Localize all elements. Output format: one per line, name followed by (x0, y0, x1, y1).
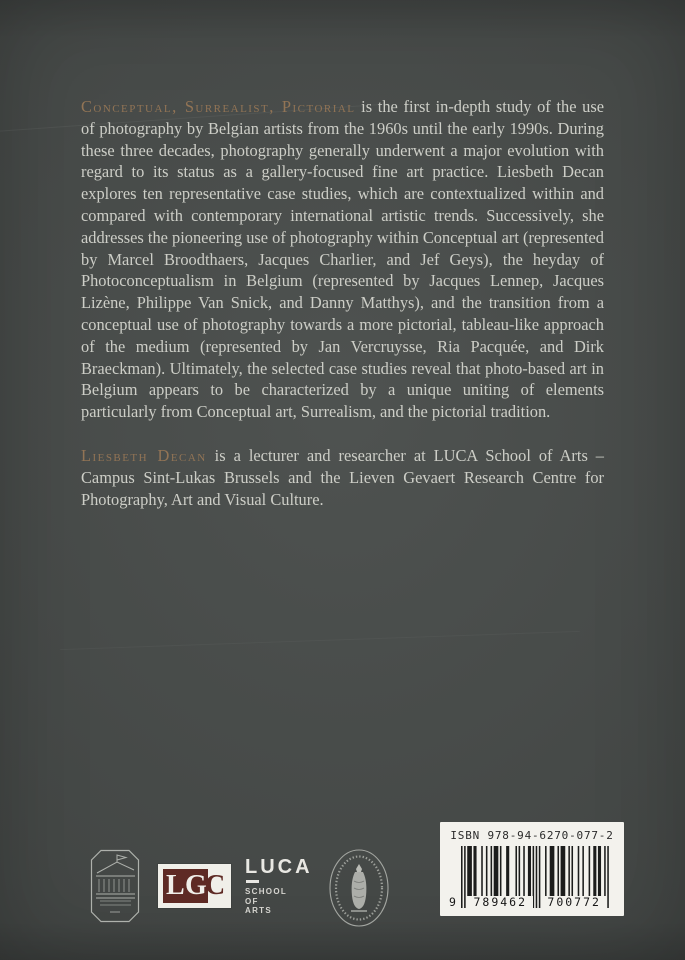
isbn-label: ISBN 978-94-6270-077-2 (450, 829, 614, 842)
barcode-digit-group: 789462 (467, 896, 533, 909)
book-title-smallcaps: Conceptual, Surrealist, Pictorial (81, 97, 356, 116)
luca-wordmark: LUCA (245, 856, 313, 878)
back-cover-blurb (81, 96, 604, 510)
author-name-smallcaps: Liesbeth Decan (81, 445, 207, 465)
publisher-building-icon (90, 849, 140, 923)
scratch-texture (60, 631, 580, 650)
scratch-texture (679, 0, 685, 193)
author-bio-paragraph (81, 445, 604, 510)
lgc-letter-l: L (166, 870, 185, 901)
barcode-digits (449, 895, 615, 909)
isbn-barcode-box (440, 822, 624, 916)
lgc-logo (158, 864, 231, 908)
lgc-letter-g: G (185, 870, 207, 901)
luca-of-line: OF (245, 896, 259, 906)
luca-school-line: SCHOOL (245, 887, 288, 896)
synopsis-paragraph (81, 96, 604, 423)
luca-arts-line: ARTS (245, 906, 272, 915)
barcode-digit-group: 700772 (542, 896, 607, 909)
author-bio-text: is a lecturer and researcher at LUCA School of Arts – Campus Sint-Lukas Brussels and the Lieven Gevaert Research Centre for Photography, Art and Visual Culture. (81, 445, 604, 509)
synopsis-text: is the first in-depth study of the use of photography by Belgian artists from the 1960s until the early 1990s. During these three decades, photography generally underwent a major evolution with regard to its status as a gallery-focused fine art practice. Liesbeth Decan explores ten representative case studies, which are contextualized within and compared with contemporary international artistic trends. Successively, she addresses the pioneering use of photography within Conceptual art (represented by Marcel Broodthaers, Jacques Charlier, and Jef Geys), the heyday of Photoconceptualism in Belgium (represented by Jacques Lennep, Jacques Lizène, Philippe Van Snick, and Danny Matthys), and the transition from a conceptual use of photography towards a more pictorial, tableau-like approach of the medium (represented by Jan Vercruysse, Ria Pacquée, and Dirk Braeckman). Ultimately, the selected case studies reveal that photo-based art in Belgium appears to be characterized by a unique uniting of elements particularly from Conceptual art, Surrealism, and the pictorial tradition. (81, 97, 605, 422)
luca-logo-bar (246, 880, 259, 883)
lgc-letter-c: C (205, 870, 226, 901)
luca-school-of-arts-logo (245, 857, 330, 916)
barcode-digit-group: 9 (449, 895, 456, 909)
university-seal-icon (327, 848, 391, 928)
ean13-barcode (449, 846, 615, 909)
